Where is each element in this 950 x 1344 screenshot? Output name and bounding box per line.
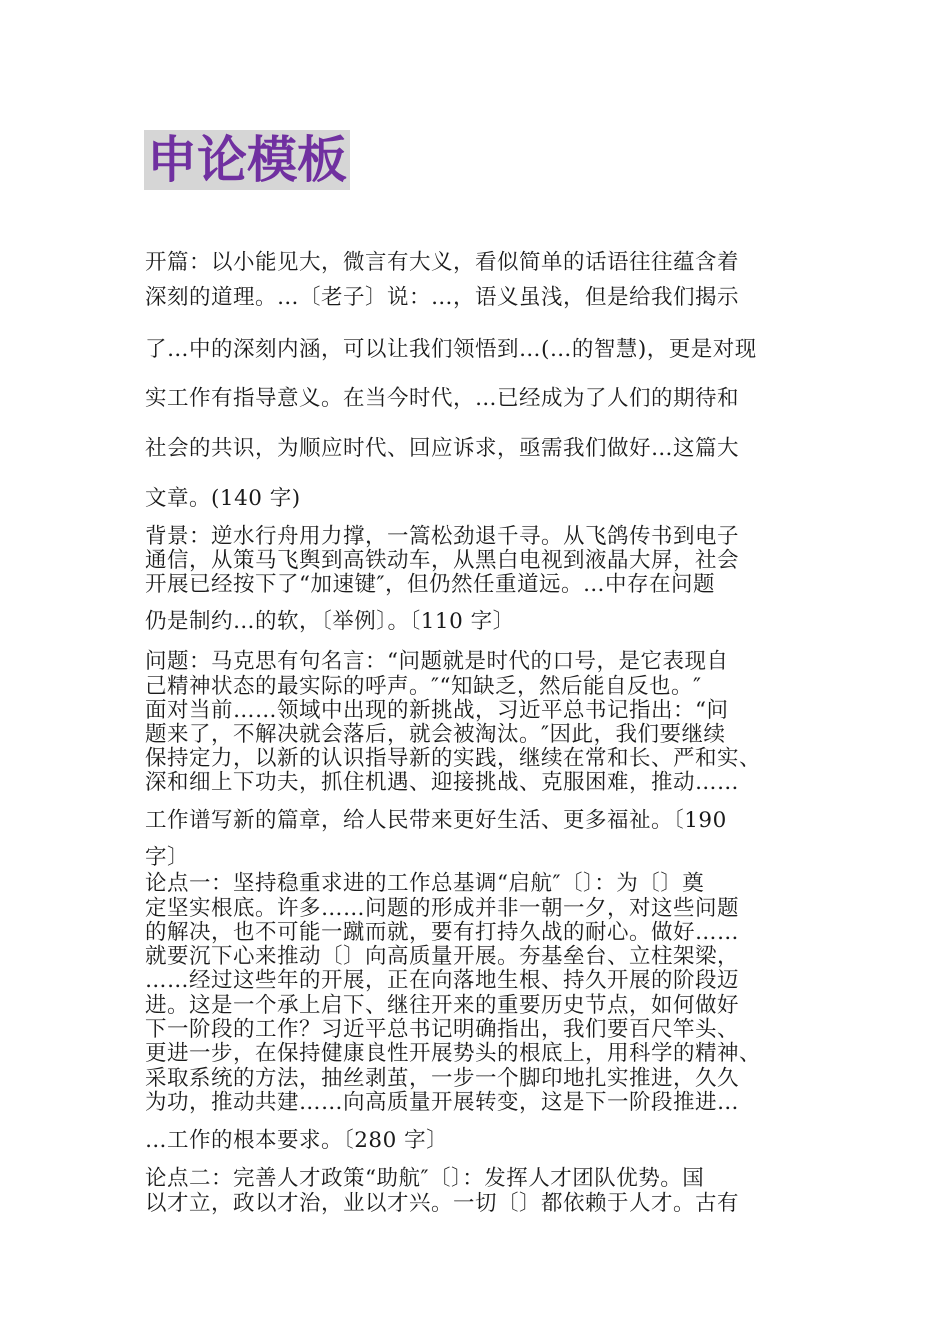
page-title: 申论模板	[144, 130, 350, 190]
paragraph-line: 定坚实根底。许多……问题的形成并非一朝一夕，对这些问题	[145, 896, 740, 921]
paragraph-line: 文章。(140 字)	[145, 486, 301, 511]
paragraph-line: 问题：马克思有句名言：“问题就是时代的口号，是它表现自	[145, 649, 729, 674]
paragraph-line: 进。这是一个承上启下、继往开来的重要历史节点，如何做好	[145, 993, 740, 1018]
paragraph-line: 字〕	[145, 845, 190, 870]
paragraph-line: 深和细上下功夫，抓住机遇、迎接挑战、克服困难，推动……	[145, 770, 740, 795]
paragraph-line: 实工作有指导意义。在当今时代，…已经成为了人们的期待和	[145, 386, 740, 411]
paragraph-line: 了…中的深刻内涵，可以让我们领悟到…(…的智慧)，更是对现	[145, 337, 757, 362]
paragraph-line: 论点二：完善人才政策“助航″〔〕：发挥人才团队优势。国	[145, 1166, 705, 1191]
paragraph-line: 仍是制约…的软，〔举例〕。〔110 字〕	[145, 609, 515, 634]
paragraph-line: 面对当前……领域中出现的新挑战，习近平总书记指出：“问	[145, 698, 729, 723]
paragraph-line: 开展已经按下了“加速键″，但仍然任重道远。…中存在问题	[145, 572, 716, 597]
paragraph-line: 工作谱写新的篇章，给人民带来更好生活、更多福祉。〔190	[145, 808, 727, 833]
paragraph-line: 保持定力，以新的认识指导新的实践，继续在常和长、严和实、	[145, 746, 762, 771]
paragraph-line: 己精神状态的最实际的呼声。″“知缺乏，然后能自反也。″	[145, 674, 702, 699]
paragraph-line: 下一阶段的工作？习近平总书记明确指出，我们要百尺竿头、	[145, 1017, 740, 1042]
paragraph-line: 社会的共识，为顺应时代、回应诉求，亟需我们做好…这篇大	[145, 436, 740, 461]
paragraph-line: 更进一步，在保持健康良性开展势头的根底上，用科学的精神、	[145, 1041, 762, 1066]
paragraph-line: 的解决，也不可能一蹴而就，要有打持久战的耐心。做好……	[145, 920, 740, 945]
paragraph-line: …工作的根本要求。〔280 字〕	[145, 1128, 449, 1153]
paragraph-line: 采取系统的方法，抽丝剥茧，一步一个脚印地扎实推进，久久	[145, 1066, 740, 1091]
paragraph-line: 通信，从策马飞舆到高铁动车，从黑白电视到液晶大屏，社会	[145, 548, 740, 573]
paragraph-line: 为功，推动共建……向高质量开展转变，这是下一阶段推进…	[145, 1090, 740, 1115]
paragraph-line: 深刻的道理。…〔老子〕说：…，语义虽浅，但是给我们揭示	[145, 285, 740, 310]
paragraph-line: 背景：逆水行舟用力撑，一篙松劲退千寻。从飞鸽传书到电子	[145, 524, 740, 549]
paragraph-line: 以才立，政以才治，业以才兴。一切〔〕都依赖于人才。古有	[145, 1191, 740, 1216]
paragraph-line: 题来了，不解决就会落后，就会被淘汰。″因此，我们要继续	[145, 722, 726, 747]
paragraph-line: 就要沉下心来推动〔〕向高质量开展。夯基垒台、立柱架梁，	[145, 944, 740, 969]
paragraph-line: ……经过这些年的开展，正在向落地生根、持久开展的阶段迈	[145, 968, 740, 993]
paragraph-line: 开篇：以小能见大，微言有大义，看似简单的话语往往蕴含着	[145, 250, 740, 275]
paragraph-line: 论点一：坚持稳重求进的工作总基调“启航″〔〕：为〔〕奠	[145, 871, 705, 896]
